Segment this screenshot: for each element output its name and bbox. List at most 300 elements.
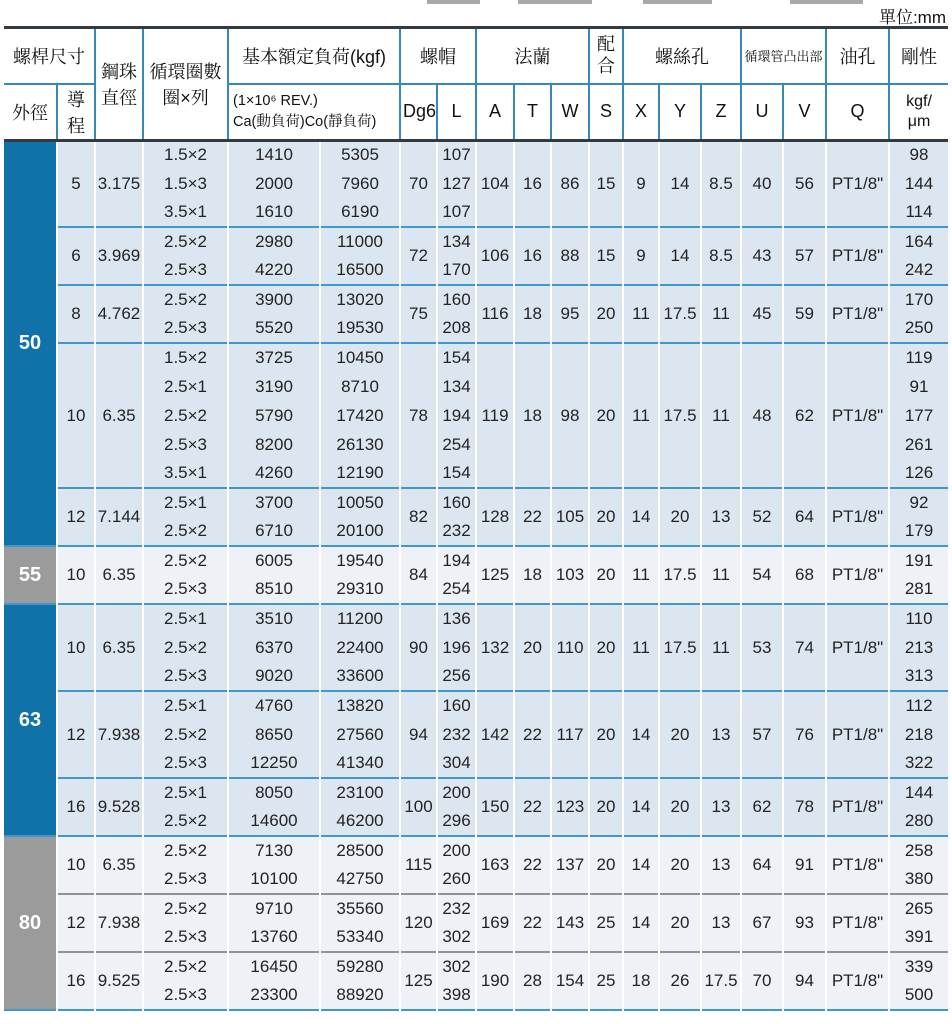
u-cell: 70 (741, 952, 783, 1010)
co-load-cell: 88920 (320, 981, 400, 1010)
t-cell: 20 (514, 604, 551, 691)
t-cell: 18 (514, 343, 551, 488)
v-cell: 59 (783, 285, 826, 343)
header-rigidity: 剛性 (889, 28, 948, 84)
co-load-cell: 10450 (320, 343, 400, 372)
l-cell: 194 (437, 401, 476, 430)
a-cell: 128 (476, 488, 514, 546)
co-load-cell: 11200 (320, 604, 400, 633)
lead-cell: 5 (57, 140, 95, 227)
co-load-cell: 42750 (320, 865, 400, 894)
co-load-cell: 46200 (320, 807, 400, 836)
dg6-cell: 82 (400, 488, 437, 546)
l-cell: 170 (437, 256, 476, 285)
unit-label: 單位:mm (878, 8, 946, 27)
w-cell: 110 (551, 604, 589, 691)
t-cell: 16 (514, 140, 551, 227)
co-load-cell: 20100 (320, 517, 400, 546)
z-cell: 11 (701, 343, 741, 488)
rigidity-cell: 177 (889, 401, 948, 430)
header-col-t: T (514, 84, 551, 141)
table-row (4, 285, 948, 314)
header-rated-load: 基本額定負荷(kgf) (228, 28, 400, 84)
l-cell: 107 (437, 140, 476, 169)
co-load-cell: 8710 (320, 372, 400, 401)
dg6-cell: 120 (400, 894, 437, 952)
cropped-content-fragment (643, 0, 712, 4)
rigidity-cell: 98 (889, 140, 948, 169)
w-cell: 103 (551, 546, 589, 604)
t-cell: 22 (514, 894, 551, 952)
ball-dia-cell: 3.175 (95, 140, 143, 227)
x-cell: 11 (623, 604, 659, 691)
x-cell: 14 (623, 778, 659, 836)
s-cell: 15 (589, 140, 623, 227)
l-cell: 160 (437, 691, 476, 720)
ca-load-cell: 5790 (228, 401, 320, 430)
z-cell: 13 (701, 778, 741, 836)
l-cell: 256 (437, 662, 476, 691)
l-cell: 200 (437, 778, 476, 807)
l-cell: 208 (437, 314, 476, 343)
w-cell: 98 (551, 343, 589, 488)
circuits-cell: 2.5×3 (143, 749, 228, 778)
ca-load-cell: 16450 (228, 952, 320, 981)
dg6-cell: 70 (400, 140, 437, 227)
ca-load-cell: 1610 (228, 198, 320, 227)
u-cell: 62 (741, 778, 783, 836)
a-cell: 119 (476, 343, 514, 488)
y-cell: 14 (659, 140, 701, 227)
a-cell: 169 (476, 894, 514, 952)
co-load-cell: 28500 (320, 836, 400, 865)
circuits-cell: 2.5×1 (143, 778, 228, 807)
rigidity-cell: 213 (889, 633, 948, 662)
co-load-cell: 41340 (320, 749, 400, 778)
u-cell: 48 (741, 343, 783, 488)
ca-load-cell: 3900 (228, 285, 320, 314)
table-header (4, 28, 948, 141)
a-cell: 116 (476, 285, 514, 343)
l-cell: 254 (437, 575, 476, 604)
lead-cell: 8 (57, 285, 95, 343)
s-cell: 20 (589, 343, 623, 488)
ca-load-cell: 9710 (228, 894, 320, 923)
dg6-cell: 75 (400, 285, 437, 343)
l-cell: 160 (437, 285, 476, 314)
ca-load-cell: 8200 (228, 430, 320, 459)
lead-cell: 10 (57, 546, 95, 604)
z-cell: 11 (701, 546, 741, 604)
spec-table (4, 26, 948, 1011)
co-load-cell: 33600 (320, 662, 400, 691)
x-cell: 9 (623, 140, 659, 227)
header-ball-dia (95, 28, 143, 141)
v-cell: 57 (783, 227, 826, 285)
ca-load-cell: 9020 (228, 662, 320, 691)
rigidity-cell: 242 (889, 256, 948, 285)
rigidity-cell: 250 (889, 314, 948, 343)
header-screw-size: 螺桿尺寸 (4, 28, 95, 84)
circuits-cell: 3.5×1 (143, 198, 228, 227)
ball-dia-cell: 6.35 (95, 343, 143, 488)
header-col-v: V (783, 84, 826, 141)
header-col-l: L (437, 84, 476, 141)
u-cell: 54 (741, 546, 783, 604)
cropped-content-fragment (790, 0, 863, 4)
dg6-cell: 115 (400, 836, 437, 894)
z-cell: 11 (701, 285, 741, 343)
cropped-content-fragment (518, 0, 592, 4)
t-cell: 22 (514, 836, 551, 894)
ball-dia-cell: 6.35 (95, 836, 143, 894)
t-cell: 22 (514, 778, 551, 836)
x-cell: 14 (623, 836, 659, 894)
table-row (4, 343, 948, 372)
header-ball-dia-line2: 直徑 (101, 87, 137, 108)
x-cell: 18 (623, 952, 659, 1010)
ball-dia-cell: 7.938 (95, 894, 143, 952)
header-col-a: A (476, 84, 514, 141)
rigidity-cell: 164 (889, 227, 948, 256)
circuits-cell: 2.5×1 (143, 488, 228, 517)
rigidity-cell: 191 (889, 546, 948, 575)
z-cell: 13 (701, 894, 741, 952)
lead-cell: 10 (57, 604, 95, 691)
a-cell: 190 (476, 952, 514, 1010)
l-cell: 160 (437, 488, 476, 517)
ca-load-cell: 12250 (228, 749, 320, 778)
header-col-q: Q (826, 84, 889, 141)
co-load-cell: 6190 (320, 198, 400, 227)
u-cell: 40 (741, 140, 783, 227)
u-cell: 53 (741, 604, 783, 691)
co-load-cell: 22400 (320, 633, 400, 662)
y-cell: 26 (659, 952, 701, 1010)
rigidity-cell: 170 (889, 285, 948, 314)
lead-cell: 10 (57, 343, 95, 488)
dg6-cell: 72 (400, 227, 437, 285)
header-col-x: X (623, 84, 659, 141)
circuits-cell: 2.5×1 (143, 372, 228, 401)
od-group-63 (4, 604, 948, 836)
ca-load-cell: 14600 (228, 807, 320, 836)
circuits-cell: 2.5×2 (143, 952, 228, 981)
co-load-cell: 27560 (320, 720, 400, 749)
co-load-cell: 19530 (320, 314, 400, 343)
co-load-cell: 53340 (320, 923, 400, 952)
v-cell: 76 (783, 691, 826, 778)
x-cell: 14 (623, 691, 659, 778)
t-cell: 18 (514, 285, 551, 343)
w-cell: 137 (551, 836, 589, 894)
ball-dia-cell: 4.762 (95, 285, 143, 343)
header-oil-hole: 油孔 (826, 28, 889, 84)
z-cell: 8.5 (701, 140, 741, 227)
y-cell: 20 (659, 836, 701, 894)
y-cell: 20 (659, 778, 701, 836)
s-cell: 20 (589, 488, 623, 546)
rigidity-cell: 313 (889, 662, 948, 691)
lead-cell: 12 (57, 894, 95, 952)
w-cell: 86 (551, 140, 589, 227)
rigidity-cell: 179 (889, 517, 948, 546)
s-cell: 25 (589, 952, 623, 1010)
ca-load-cell: 4260 (228, 459, 320, 488)
l-cell: 232 (437, 720, 476, 749)
rigidity-cell: 114 (889, 198, 948, 227)
l-cell: 134 (437, 372, 476, 401)
ca-load-cell: 8050 (228, 778, 320, 807)
a-cell: 106 (476, 227, 514, 285)
w-cell: 154 (551, 952, 589, 1010)
l-cell: 127 (437, 169, 476, 198)
ca-load-cell: 1410 (228, 140, 320, 169)
ca-load-cell: 3510 (228, 604, 320, 633)
v-cell: 56 (783, 140, 826, 227)
rigidity-cell: 91 (889, 372, 948, 401)
header-load-ca-co: Ca(動負荷)Co(靜負荷) (233, 113, 377, 130)
ball-dia-cell: 9.525 (95, 952, 143, 1010)
lead-cell: 12 (57, 691, 95, 778)
v-cell: 68 (783, 546, 826, 604)
ca-load-cell: 10100 (228, 865, 320, 894)
header-flange: 法蘭 (476, 28, 589, 84)
t-cell: 16 (514, 227, 551, 285)
rigidity-cell: 391 (889, 923, 948, 952)
co-load-cell: 5305 (320, 140, 400, 169)
circuits-cell: 2.5×1 (143, 604, 228, 633)
l-cell: 254 (437, 430, 476, 459)
co-load-cell: 17420 (320, 401, 400, 430)
dg6-cell: 78 (400, 343, 437, 488)
co-load-cell: 35560 (320, 894, 400, 923)
oil-hole-cell: PT1/8" (826, 285, 889, 343)
header-dg6: Dg6 (400, 84, 437, 141)
od-cell: 63 (4, 604, 57, 836)
x-cell: 11 (623, 285, 659, 343)
t-cell: 22 (514, 488, 551, 546)
ca-load-cell: 3190 (228, 372, 320, 401)
l-cell: 304 (437, 749, 476, 778)
header-col-y: Y (659, 84, 701, 141)
l-cell: 200 (437, 836, 476, 865)
circuits-cell: 2.5×2 (143, 836, 228, 865)
ball-dia-cell: 6.35 (95, 604, 143, 691)
l-cell: 398 (437, 981, 476, 1010)
oil-hole-cell: PT1/8" (826, 894, 889, 952)
y-cell: 17.5 (659, 546, 701, 604)
co-load-cell: 29310 (320, 575, 400, 604)
u-cell: 52 (741, 488, 783, 546)
header-col-w: W (551, 84, 589, 141)
co-load-cell: 59280 (320, 952, 400, 981)
circuits-cell: 2.5×3 (143, 575, 228, 604)
circuits-cell: 2.5×2 (143, 633, 228, 662)
rigidity-cell: 500 (889, 981, 948, 1010)
header-col-z: Z (701, 84, 741, 141)
ca-load-cell: 8510 (228, 575, 320, 604)
table-row (4, 546, 948, 575)
header-fit: 配合 (589, 28, 623, 84)
od-cell: 55 (4, 546, 57, 604)
z-cell: 17.5 (701, 952, 741, 1010)
l-cell: 232 (437, 894, 476, 923)
oil-hole-cell: PT1/8" (826, 691, 889, 778)
l-cell: 302 (437, 923, 476, 952)
rigidity-cell: 126 (889, 459, 948, 488)
ball-dia-cell: 7.938 (95, 691, 143, 778)
circuits-cell: 2.5×3 (143, 662, 228, 691)
rigidity-cell: 144 (889, 778, 948, 807)
t-cell: 28 (514, 952, 551, 1010)
y-cell: 17.5 (659, 604, 701, 691)
rigidity-cell: 144 (889, 169, 948, 198)
y-cell: 20 (659, 488, 701, 546)
oil-hole-cell: PT1/8" (826, 343, 889, 488)
header-col-s: S (589, 84, 623, 141)
oil-hole-cell: PT1/8" (826, 546, 889, 604)
s-cell: 20 (589, 285, 623, 343)
od-cell: 50 (4, 140, 57, 546)
circuits-cell: 2.5×2 (143, 517, 228, 546)
header-load-sub (228, 84, 400, 141)
table-row (4, 488, 948, 517)
circuits-cell: 2.5×3 (143, 865, 228, 894)
oil-hole-cell: PT1/8" (826, 604, 889, 691)
dg6-cell: 84 (400, 546, 437, 604)
oil-hole-cell: PT1/8" (826, 836, 889, 894)
header-tube-protrusion: 循環管凸出部 (741, 28, 826, 84)
od-group-50 (4, 140, 948, 546)
w-cell: 88 (551, 227, 589, 285)
v-cell: 93 (783, 894, 826, 952)
rigidity-cell: 281 (889, 575, 948, 604)
v-cell: 74 (783, 604, 826, 691)
ca-load-cell: 2980 (228, 227, 320, 256)
l-cell: 302 (437, 952, 476, 981)
dg6-cell: 125 (400, 952, 437, 1010)
rigidity-cell: 92 (889, 488, 948, 517)
ca-load-cell: 3725 (228, 343, 320, 372)
table-row (4, 227, 948, 256)
l-cell: 194 (437, 546, 476, 575)
w-cell: 123 (551, 778, 589, 836)
circuits-cell: 2.5×3 (143, 314, 228, 343)
circuits-cell: 1.5×2 (143, 140, 228, 169)
ball-dia-cell: 9.528 (95, 778, 143, 836)
a-cell: 142 (476, 691, 514, 778)
s-cell: 20 (589, 778, 623, 836)
v-cell: 94 (783, 952, 826, 1010)
v-cell: 62 (783, 343, 826, 488)
table-row (4, 140, 948, 169)
a-cell: 163 (476, 836, 514, 894)
u-cell: 64 (741, 836, 783, 894)
l-cell: 260 (437, 865, 476, 894)
oil-hole-cell: PT1/8" (826, 227, 889, 285)
header-nut: 螺帽 (400, 28, 476, 84)
ca-load-cell: 5520 (228, 314, 320, 343)
dg6-cell: 100 (400, 778, 437, 836)
s-cell: 25 (589, 894, 623, 952)
lead-cell: 10 (57, 836, 95, 894)
header-rigidity-unit-line1: kgf/ (906, 93, 932, 111)
lead-cell: 6 (57, 227, 95, 285)
t-cell: 18 (514, 546, 551, 604)
co-load-cell: 19540 (320, 546, 400, 575)
co-load-cell: 13820 (320, 691, 400, 720)
circuits-cell: 2.5×3 (143, 256, 228, 285)
ca-load-cell: 6370 (228, 633, 320, 662)
x-cell: 14 (623, 894, 659, 952)
u-cell: 45 (741, 285, 783, 343)
circuits-cell: 2.5×2 (143, 894, 228, 923)
circuits-cell: 2.5×1 (143, 691, 228, 720)
ca-load-cell: 6710 (228, 517, 320, 546)
lead-cell: 16 (57, 952, 95, 1010)
rigidity-cell: 218 (889, 720, 948, 749)
rigidity-cell: 112 (889, 691, 948, 720)
a-cell: 132 (476, 604, 514, 691)
co-load-cell: 16500 (320, 256, 400, 285)
ca-load-cell: 4220 (228, 256, 320, 285)
l-cell: 296 (437, 807, 476, 836)
circuits-cell: 2.5×2 (143, 546, 228, 575)
l-cell: 134 (437, 227, 476, 256)
z-cell: 13 (701, 836, 741, 894)
header-circuits-line2: 圈×列 (162, 87, 209, 108)
s-cell: 20 (589, 546, 623, 604)
header-circuits (143, 28, 228, 141)
z-cell: 13 (701, 488, 741, 546)
s-cell: 20 (589, 836, 623, 894)
t-cell: 22 (514, 691, 551, 778)
header-lead: 導程 (57, 84, 95, 141)
v-cell: 91 (783, 836, 826, 894)
co-load-cell: 12190 (320, 459, 400, 488)
circuits-cell: 2.5×2 (143, 401, 228, 430)
table-row (4, 836, 948, 865)
y-cell: 20 (659, 894, 701, 952)
oil-hole-cell: PT1/8" (826, 952, 889, 1010)
w-cell: 143 (551, 894, 589, 952)
rigidity-cell: 280 (889, 807, 948, 836)
ball-dia-cell: 7.144 (95, 488, 143, 546)
v-cell: 64 (783, 488, 826, 546)
lead-cell: 12 (57, 488, 95, 546)
s-cell: 20 (589, 691, 623, 778)
l-cell: 154 (437, 459, 476, 488)
co-load-cell: 13020 (320, 285, 400, 314)
z-cell: 13 (701, 691, 741, 778)
y-cell: 17.5 (659, 343, 701, 488)
header-col-u: U (741, 84, 783, 141)
oil-hole-cell: PT1/8" (826, 488, 889, 546)
u-cell: 43 (741, 227, 783, 285)
header-rigidity-unit-line2: μm (907, 112, 931, 130)
circuits-cell: 3.5×1 (143, 459, 228, 488)
rigidity-cell: 380 (889, 865, 948, 894)
w-cell: 117 (551, 691, 589, 778)
rigidity-cell: 339 (889, 952, 948, 981)
co-load-cell: 26130 (320, 430, 400, 459)
table-row (4, 952, 948, 981)
lead-cell: 16 (57, 778, 95, 836)
rigidity-cell: 322 (889, 749, 948, 778)
circuits-cell: 2.5×2 (143, 227, 228, 256)
header-screw-holes: 螺絲孔 (623, 28, 741, 84)
